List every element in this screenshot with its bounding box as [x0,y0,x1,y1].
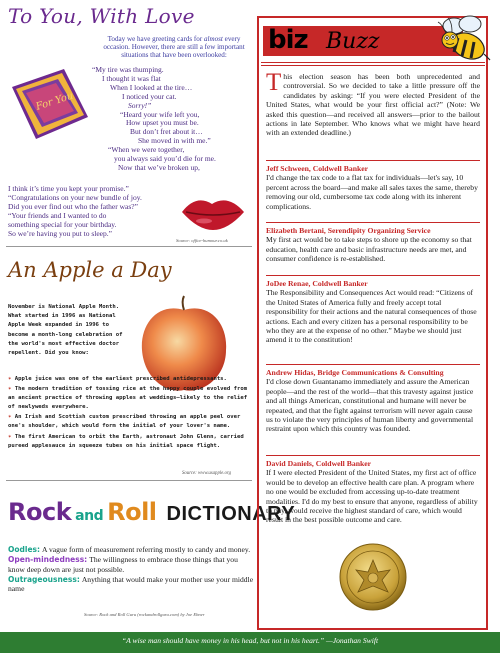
footer-quote: “A wise man should have money in his head, but not in his heart.” —Jonathan Swift [121,636,379,645]
rock-roll-dictionary-title: Rock and Roll DICTIONARY [8,498,296,526]
list-item: ✶ The modern tradition of tossing rice at the happy couple evolved from an ancient practice of throwing apples at weddings—likely to the relief of newlyweds everywhere. [8,386,248,411]
apple-section-title: An Apple a Day [8,258,172,282]
bizbuzz-response-4: Andrew Hidas, Bridge Communications & Consulting I'd close down Guantanamo immediately and assure the American people—and the rest of the world—that this travesty against justice and all things American, constitutional and humane will never be repeated, and that the fight against terrorism will never again cause us to violate the very principles of human liberty and governmental restraint upon which this country was founded. [266,364,480,434]
love-source: Source: office-humour.co.uk [176,238,228,243]
bizbuzz-response-1: Jeff Schween, Coldwell Banker I'd change the tax code to a flat tax for individuals—let's say, 10 percent across the board—and make all sales taxes the same, thereby removing our old, cumbersome tax code along with its inherent complications. [266,160,480,211]
greeting-card-illustration [6,65,94,143]
star-bullet-icon: ✶ [8,386,12,393]
list-item: ✶ The first American to orbit the Earth, astronaut John Glenn, carried pureed applesauce in squeeze tubes on his initial space flight. [8,433,244,449]
bizbuzz-header-rule [261,62,485,66]
list-item: ✶ An Irish and Scottish custom prescribed throwing an apple peel over one's shoulder, which would form the initial of your lover's name. [8,414,241,430]
star-bullet-icon: ✶ [8,376,12,382]
bizbuzz-logo-buzz: Buzz [326,29,380,54]
love-poem: “My tire was thumping. I thought it was flat When I looked at the tire… I noticed your cat. Sorry!” “Heard your wife left you, How upset you must be. But don’t fret about it… She moved in with me.” “When we were together, you always said you’d die for me. Now that we’ve broken up, [92,65,216,172]
list-item: Outrageousness: Anything that would make your mother use your middle name [8,574,254,594]
apple-facts-list [8,375,252,452]
apple-source: Source: www.usapple.org [182,471,231,476]
star-bullet-icon: ✶ [8,414,12,421]
dictionary-list [8,545,254,594]
bizbuzz-logo-biz: biz [268,25,308,55]
love-poem-continued: I think it’s time you kept your promise.” “Congratulations on your new bundle of joy. Did you ever find out who the father was?” “Your friends and I wanted to do something special for your birthday. So we’re having you put to sleep.” [8,184,142,238]
lips-icon [178,192,248,232]
list-item: Oodles: A vague form of measurement referring mostly to candy and money. [8,545,251,554]
bizbuzz-response-3: JoDee Renae, Coldwell Banker The Responsibility and Consequences Act would read: “Citizens of the United States of America fully and freely accept total responsibility for their actions and the natural consequences of those actions. Each and every citizen has a personal responsibility to be who they are at the expense of no other.” Maybe we should just amend it to the constitution! [266,275,480,345]
drop-cap: T [266,69,282,96]
card-text: For You [34,90,75,113]
section-divider [6,246,252,247]
presidential-seal-icon [338,542,408,612]
bizbuzz-intro: This election season has been both unprecedented and controversial. So we decided to take a little pressure off the candidates by asking: “If you were elected President of the United States, what would be your first official act?” (Note: We asked this question—and received all answers—prior to the bailout actions in late September. Who knows what we might have heard with an extended deadline.) [266,69,480,138]
bizbuzz-response-5: David Daniels, Coldwell Banker If I were elected President of the United States, my first act of office would be to develop an effective health care plan. A program where no one would be excluded from accessing up-to-date treatment modalities. I'd do my best to ensure that anyone, regardless of ability to pay, would receive the highest standard of care, which would result in the best possible outcome and care. [266,455,480,525]
section-divider [6,480,252,481]
love-section-title: To You, With Love [8,4,195,28]
list-item: Open-mindedness: The willingness to embrace those things that you know deep down are just not possible. [8,555,238,574]
apple-intro: November is National Apple Month. What started in 1996 as National Apple Week expanded in 1996 to become a month-long celebration of the world's most effective doctor repellent. Did you know: [8,304,123,357]
bizbuzz-response-2: Elizabeth Bertani, Serendipity Organizing Service My first act would be to take steps to shore up the economy so that education, health care and basic infrastructure needs are met, and consumer confidence is re-established. [266,222,480,264]
list-item: ✶ Apple juice was one of the earliest prescribed antidepressants. [8,376,227,382]
love-intro: Today we have greeting cards for almost every occasion. However, there are still a few important situations that have been overlooked: [103,35,245,60]
star-bullet-icon: ✶ [8,433,12,440]
dictionary-source: Source: Rock and Roll Guru (rockandrollguru.com) by Joe Ebner [84,612,205,617]
